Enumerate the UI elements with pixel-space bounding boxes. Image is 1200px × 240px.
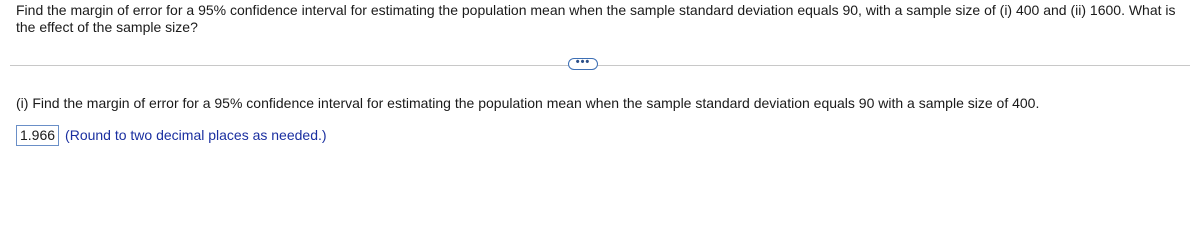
answer-field[interactable]: 1.966 (16, 125, 59, 146)
rounding-hint: (Round to two decimal places as needed.) (65, 127, 327, 143)
answer-row (16, 125, 327, 146)
ellipsis-icon: ••• (575, 56, 591, 68)
section-divider (10, 65, 1190, 66)
question-text: Find the margin of error for a 95% confidence interval for estimating the population mean when the sample standard deviation equals 90, with a sample size of (i) 400 and (ii) 1600. What is the effect of the sample size? (16, 2, 1176, 35)
expand-more-button[interactable] (568, 58, 598, 70)
part-i-prompt: (i) Find the margin of error for a 95% confidence interval for estimating the population mean when the sample standard deviation equals 90 with a sample size of 400. (16, 95, 1040, 111)
